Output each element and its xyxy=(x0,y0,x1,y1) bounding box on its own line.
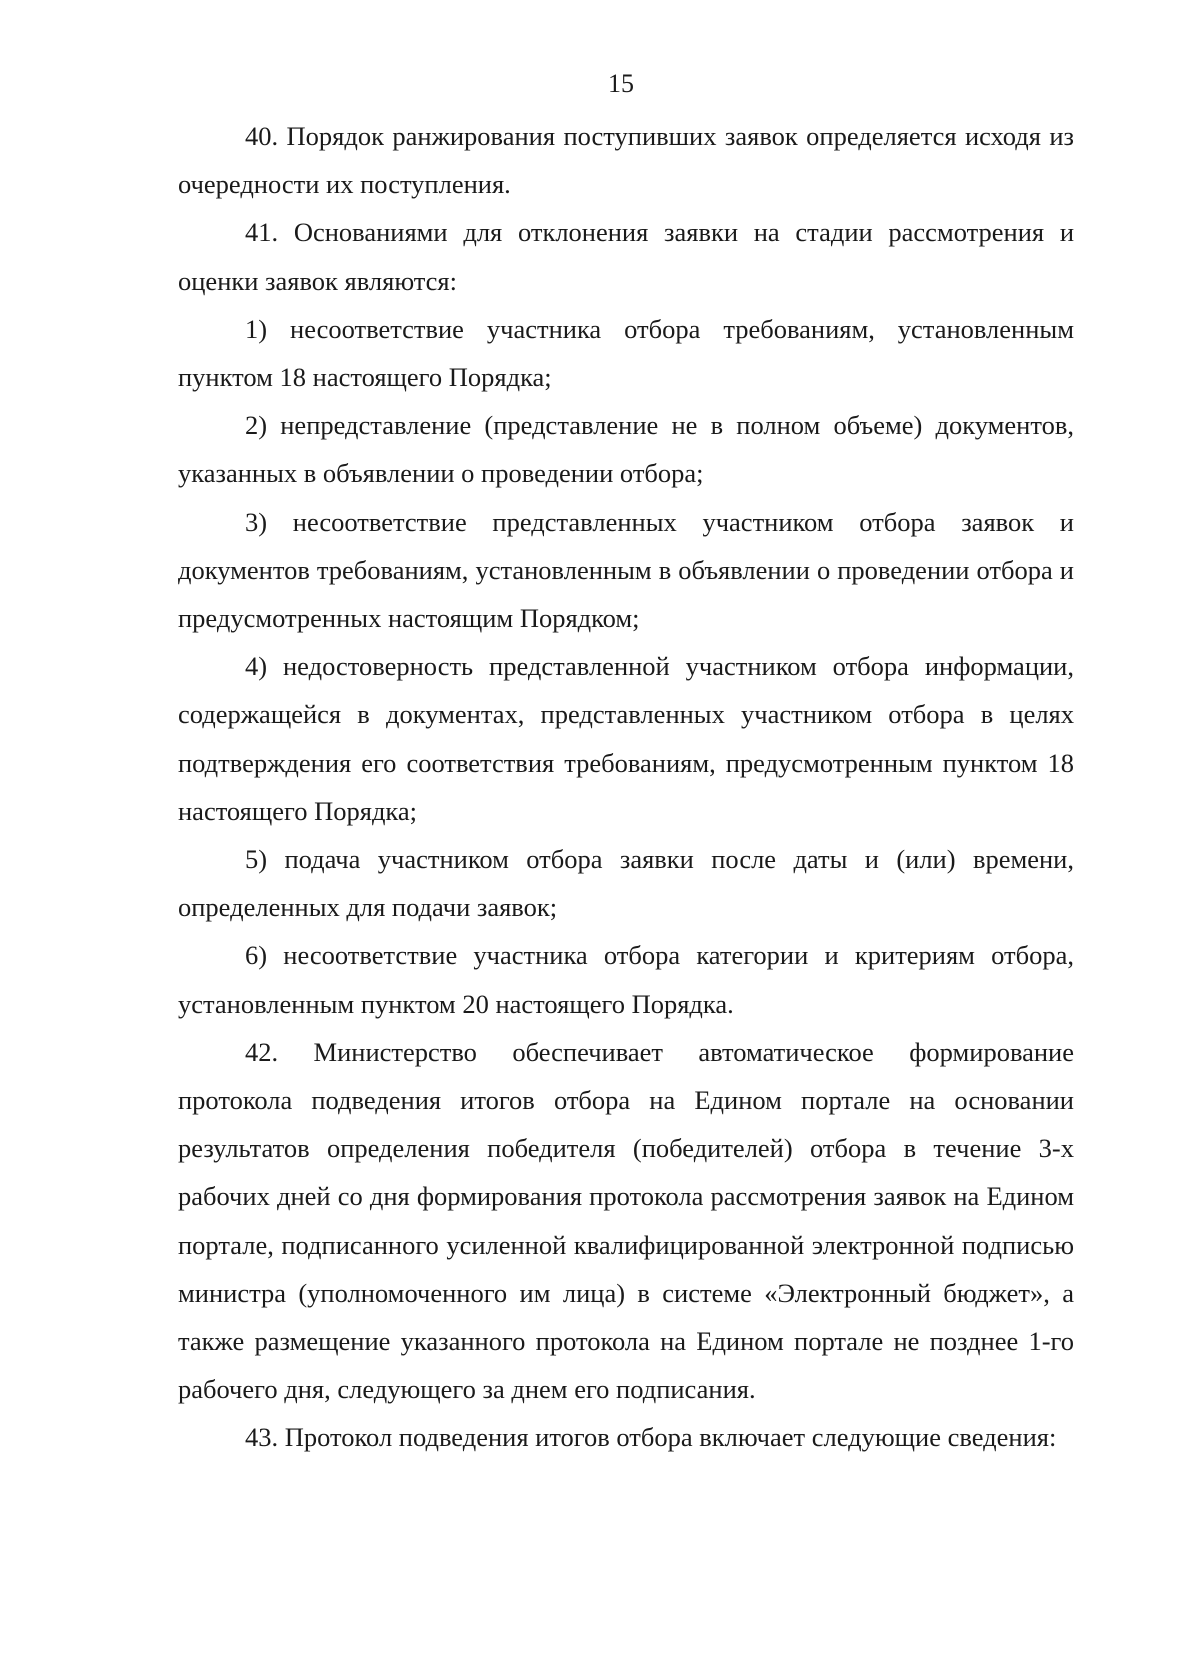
list-item-3: 3) несоответствие представленных участником отбора заявок и документов требованиям, установленным в объявлении о проведении отбора и предусмотренных настоящим Порядком; xyxy=(178,506,1074,634)
list-item-5: 5) подача участником отбора заявки после даты и (или) времени, определенных для подачи заявок; xyxy=(178,844,1074,923)
list-item-2: 2) непредставление (представление не в полном объеме) документов, указанных в объявлении о проведении отбора; xyxy=(178,410,1074,489)
list-item-6: 6) несоответствие участника отбора категории и критериям отбора, установленным пунктом 20 настоящего Порядка. xyxy=(178,940,1074,1019)
paragraph-42: 42. Министерство обеспечивает автоматическое формирование протокола подведения итогов отбора на Едином портале на основании результатов определения победителя (победителей) отбора в течение 3-х рабочих дней со дня формирования протокола рассмотрения заявок на Едином портале, подписанного усиленной квалифицированной электронной подписью министра (уполномоченного им лица) в системе «Электронный бюджет», а также размещение указанного протокола на Едином портале не позднее 1-го рабочего дня, следующего за днем его подписания. xyxy=(178,1036,1074,1405)
list-item-4: 4) недостоверность представленной участником отбора информации, содержащейся в документах, представленных участником отбора в целях подтверждения его соответствия требованиям, предусмотренным пунктом 18 настоящего Порядка; xyxy=(178,651,1074,826)
list-item-1: 1) несоответствие участника отбора требованиям, установленным пунктом 18 настоящего Порядка; xyxy=(178,313,1074,393)
page-number: 15 xyxy=(608,69,634,98)
paragraph-40: 40. Порядок ранжирования поступивших заявок определяется исходя из очередности их поступления. xyxy=(178,121,1074,200)
paragraph-41: 41. Основаниями для отклонения заявки на стадии рассмотрения и оценки заявок являются: xyxy=(178,217,1074,296)
document-body xyxy=(178,112,1074,1462)
paragraph-43: 43. Протокол подведения итогов отбора включает следующие сведения: xyxy=(245,1422,1057,1453)
